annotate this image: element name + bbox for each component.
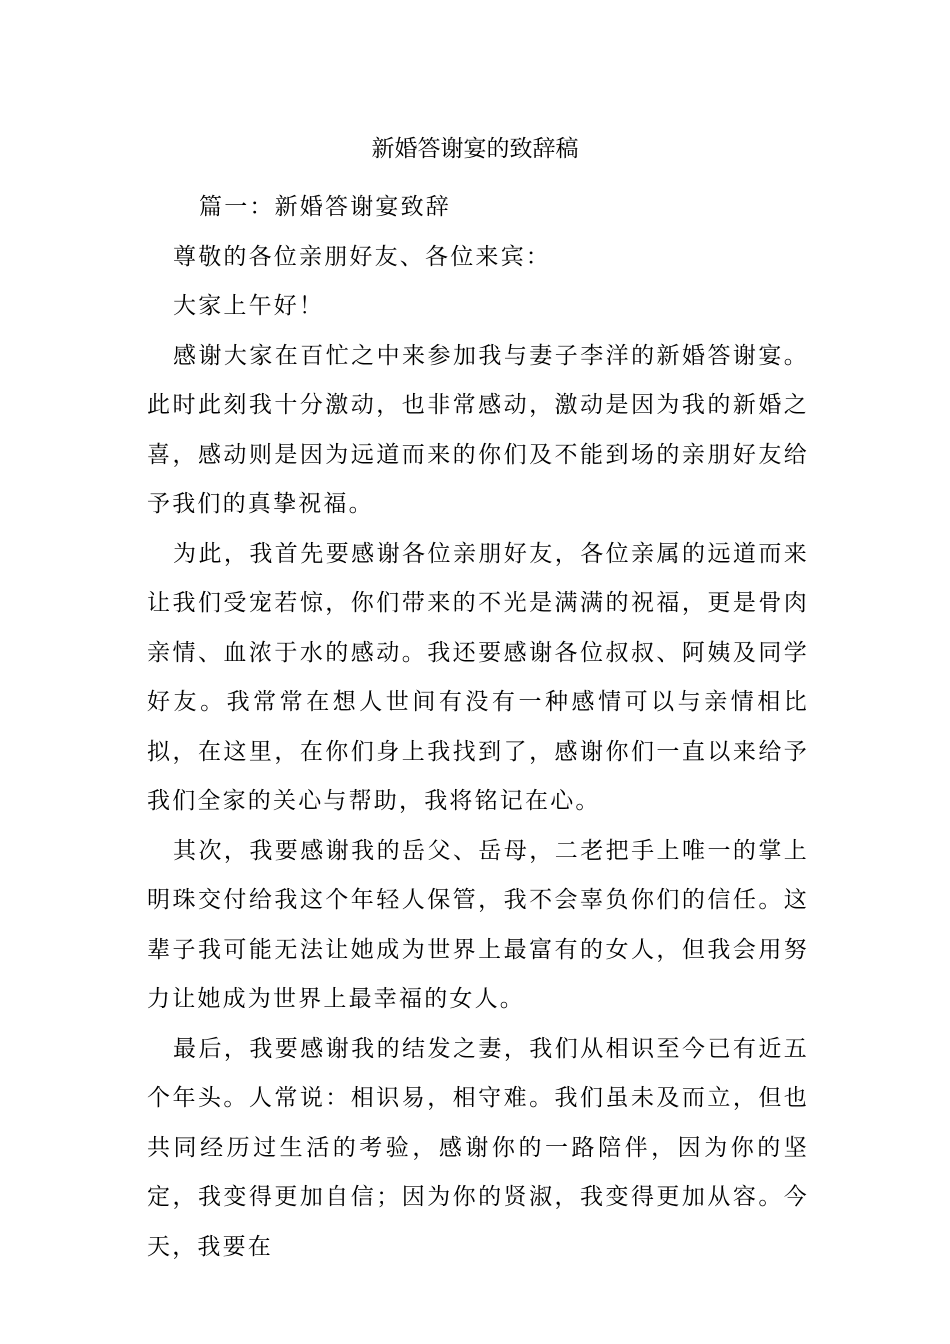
body-paragraph: 最后，我要感谢我的结发之妻，我们从相识至今已有近五个年头。人常说：相识易，相守难。我们虽未及而立，但也共同经历过生活的考验，感谢你的一路陪伴，因为你的坚定，我变得更加自信；因为你的贤淑，我变得更加从容。今天，我要在 bbox=[147, 1035, 809, 1260]
body-paragraph: 为此，我首先要感谢各位亲朋好友，各位亲属的远道而来让我们受宠若惊，你们带来的不光是满满的祝福，更是骨肉亲情、血浓于水的感动。我还要感谢各位叔叔、阿姨及同学好友。我常常在想人世间有没有一种感情可以与亲情相比拟，在这里，在你们身上我找到了，感谢你们一直以来给予我们全家的关心与帮助，我将铭记在心。 bbox=[147, 540, 809, 814]
greeting-paragraph: 大家上午好！ bbox=[173, 293, 325, 319]
salutation-paragraph: 尊敬的各位亲朋好友、各位来宾： bbox=[173, 243, 551, 270]
body-paragraph: 其次，我要感谢我的岳父、岳母，二老把手上唯一的掌上明珠交付给我这个年轻人保管，我不会辜负你们的信任。这辈子我可能无法让她成为世界上最富有的女人，但我会用努力让她成为世界上最幸福的女人。 bbox=[147, 837, 809, 1012]
document-body bbox=[147, 183, 809, 1272]
section-heading: 篇一：新婚答谢宴致辞 bbox=[199, 194, 451, 220]
body-paragraph: 感谢大家在百忙之中来参加我与妻子李洋的新婚答谢宴。此时此刻我十分激动，也非常感动，激动是因为我的新婚之喜，感动则是因为远道而来的你们及不能到场的亲朋好友给予我们的真挚祝福。 bbox=[147, 342, 809, 517]
document-title: 新婚答谢宴的致辞稿 bbox=[371, 136, 579, 162]
